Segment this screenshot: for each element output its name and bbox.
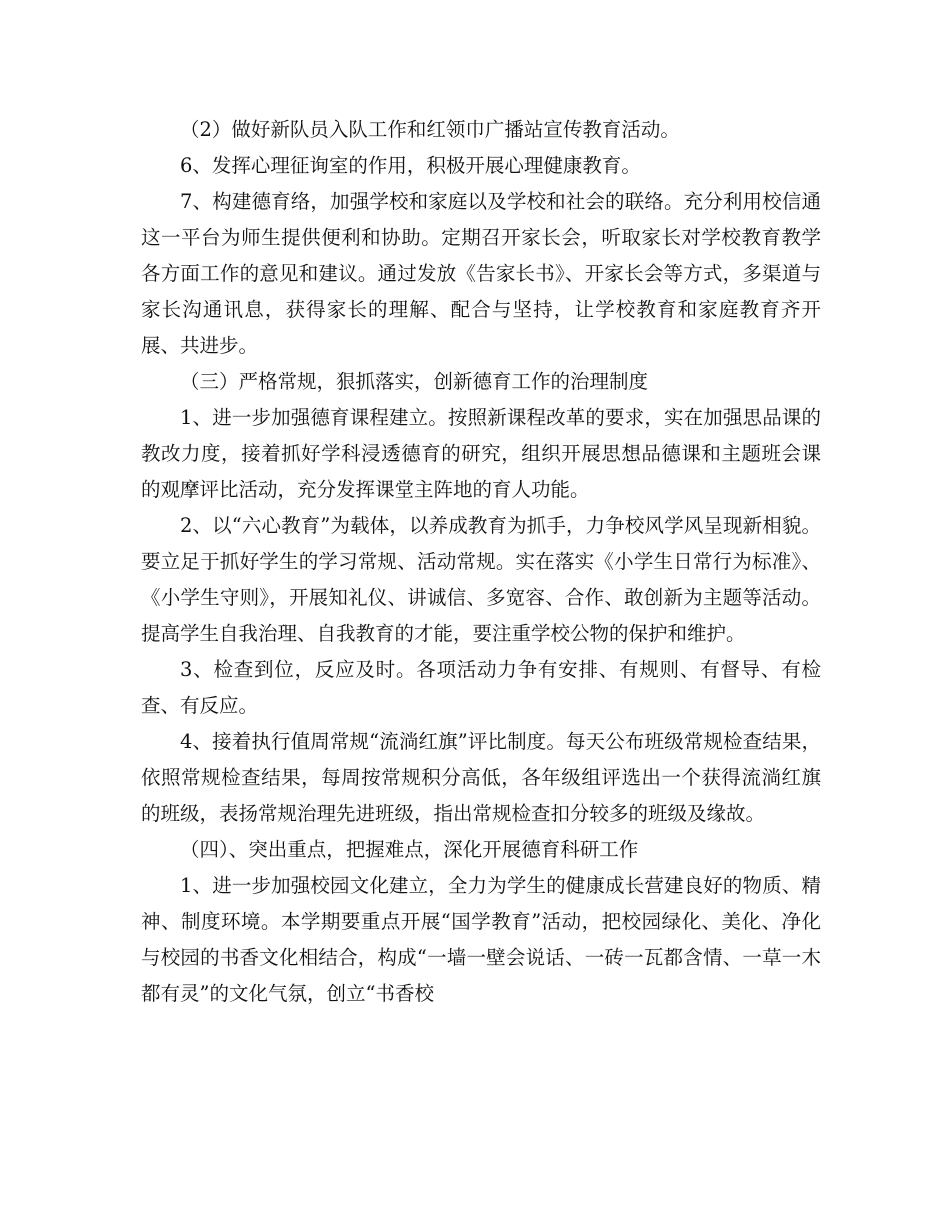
paragraph-section3-item-1: 1、进一步加强德育课程建立。按照新课程改革的要求，实在加强思品课的教改力度，接着抓好学科浸透德育的研究，组织开展思想品德课和主题班会课的观摩评比活动，充分发挥课堂主阵地的育人功能。 [141,406,821,501]
paragraph-section3-item-2: 2、以“六心教育”为载体，以养成教育为抓手，力争校风学风呈现新相貌。要立足于抓好学生的学习常规、活动常规。实在落实《小学生日常行为标准》、《小学生守则》，开展知礼仪、讲诚信、多宽容、合作、敢创新为主题等活动。提高学生自我治理、自我教育的才能，要注重学校公物的保护和维护。 [141,514,821,645]
document-body [141,112,821,1012]
paragraph-section3-item-4: 4、接着执行值周常规“流淌红旗”评比制度。每天公布班级常规检查结果，依照常规检查结果，每周按常规积分高低，各年级组评选出一个获得流淌红旗的班级，表扬常规治理先进班级，指出常规检查扣分较多的班级及缘故。 [141,730,821,825]
paragraph-sub-item-2: （2）做好新队员入队工作和红领巾广播站宣传教育活动。 [180,118,680,141]
section-heading-3: （三）严格常规，狠抓落实，创新德育工作的治理制度 [180,370,649,393]
paragraph-item-6: 6、发挥心理征询室的作用，积极开展心理健康教育。 [180,154,641,177]
section-heading-4: （四）、突出重点，把握难点，深化开展德育科研工作 [180,838,639,861]
paragraph-section4-item-1: 1、进一步加强校园文化建立，全力为学生的健康成长营建良好的物质、精神、制度环境。本学期要重点开展“国学教育”活动，把校园绿化、美化、净化与校园的书香文化相结合，构成“一墙一壁会说话、一砖一瓦都含情、一草一木都有灵”的文化气氛，创立“书香校 [141,874,821,1005]
paragraph-section3-item-3: 3、检查到位，反应及时。各项活动力争有安排、有规则、有督导、有检查、有反应。 [141,658,821,717]
paragraph-item-7: 7、构建德育络，加强学校和家庭以及学校和社会的联络。充分利用校信通这一平台为师生提供便利和协助。定期召开家长会，听取家长对学校教育教学各方面工作的意见和建议。通过发放《告家长书》、开家长会等方式，多渠道与家长沟通讯息，获得家长的理解、配合与坚持，让学校教育和家庭教育齐开展、共进步。 [141,190,821,357]
